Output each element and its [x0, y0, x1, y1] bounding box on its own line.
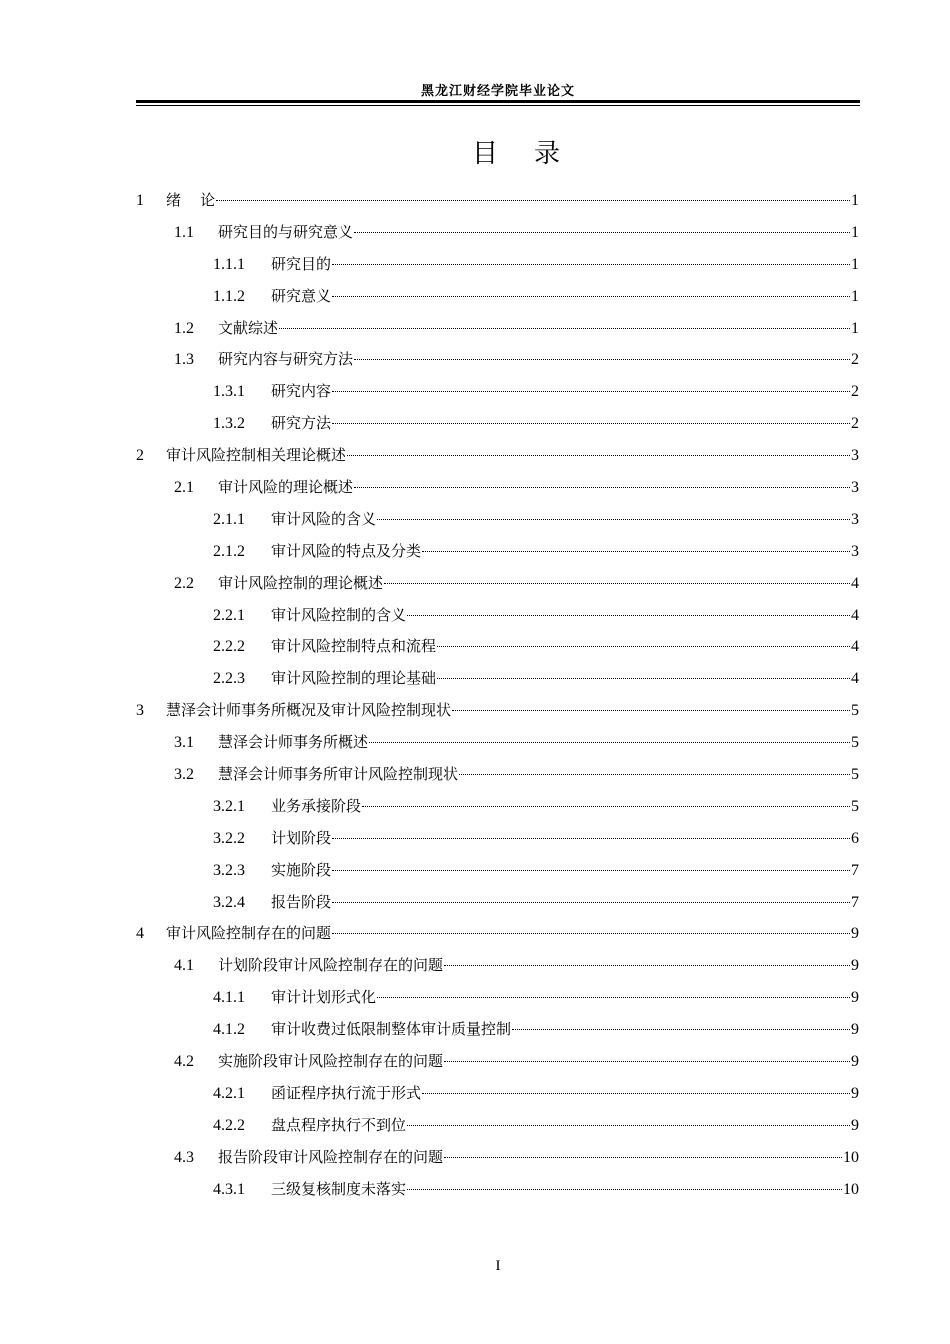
- toc-dot-leader: [437, 678, 850, 679]
- toc-entry[interactable]: [136, 699, 859, 731]
- toc-entry-number: 3: [136, 702, 144, 720]
- toc-entry-number: 4.3.1: [213, 1180, 245, 1198]
- toc-entry-page: 9: [851, 1084, 859, 1102]
- toc-dot-leader: [369, 742, 850, 743]
- toc-entry[interactable]: [136, 572, 859, 604]
- toc-entry[interactable]: [136, 189, 859, 221]
- toc-entry-number: 1.3: [174, 351, 194, 369]
- toc-entry-title: 审计风险控制相关理论概述: [166, 446, 347, 465]
- toc-entry-page: 3: [851, 447, 859, 465]
- toc-entry-page: 9: [851, 1021, 859, 1039]
- toc-dot-leader: [332, 296, 850, 297]
- toc-entry-number: 1.3.1: [213, 383, 245, 401]
- toc-entry-title: 报告阶段审计风险控制存在的问题: [218, 1147, 444, 1166]
- toc-dot-leader: [459, 774, 850, 775]
- toc-dot-leader: [452, 710, 850, 711]
- toc-title: 目录: [471, 139, 596, 169]
- toc-entry-page: 9: [851, 1053, 859, 1071]
- toc-dot-leader: [279, 328, 850, 329]
- toc-entry[interactable]: [136, 667, 859, 699]
- toc-dot-leader: [422, 1093, 850, 1094]
- toc-entry-title: 审计风险控制的理论概述: [218, 573, 384, 592]
- toc-entry-number: 4.2.1: [213, 1084, 245, 1102]
- toc-entry-title: 审计风险控制特点和流程: [271, 637, 437, 656]
- toc-entry-number: 2.1.1: [213, 510, 245, 528]
- toc-entry-number: 3.1: [174, 734, 194, 752]
- toc-entry-number: 4.2: [174, 1053, 194, 1071]
- toc-entry-page: 6: [851, 829, 859, 847]
- toc-entry-page: 2: [851, 383, 859, 401]
- toc-entry-number: 2.1: [174, 479, 194, 497]
- toc-dot-leader: [407, 1189, 842, 1190]
- toc-entry-page: 10: [843, 1180, 859, 1198]
- toc-entry-page: 9: [851, 1116, 859, 1134]
- toc-entry-title: 绪 论: [166, 191, 216, 209]
- toc-dot-leader: [347, 455, 850, 456]
- toc-entry-page: 5: [851, 702, 859, 720]
- toc-entry-number: 4: [136, 925, 144, 943]
- toc-entry[interactable]: [136, 476, 859, 508]
- toc-entry-title: 慧泽会计师事务所审计风险控制现状: [218, 765, 459, 784]
- toc-dot-leader: [354, 487, 850, 488]
- toc-entry-title: 研究方法: [271, 414, 332, 433]
- toc-entry[interactable]: [136, 891, 859, 923]
- toc-dot-leader: [332, 391, 850, 392]
- toc-entry-number: 1: [136, 192, 144, 209]
- running-header: 黑龙江财经学院毕业论文: [420, 84, 575, 99]
- toc-entry-number: 4.2.2: [213, 1116, 245, 1134]
- toc-entry-number: 1.1.1: [213, 255, 245, 273]
- toc-entry-page: 4: [851, 574, 859, 592]
- toc-entry-number: 2.2.1: [213, 606, 245, 624]
- toc-entry[interactable]: [136, 1018, 859, 1050]
- toc-entry-page: 3: [851, 510, 859, 528]
- toc-dot-leader: [332, 933, 850, 934]
- toc-entry-page: 1: [851, 319, 859, 337]
- toc-entry-number: 1.1.2: [213, 287, 245, 305]
- toc-entry-title: 审计计划形式化: [271, 988, 377, 1007]
- toc-entry[interactable]: [136, 285, 859, 317]
- toc-entry[interactable]: [136, 444, 859, 476]
- toc-entry-title: 三级复核制度未落实: [271, 1179, 407, 1198]
- toc-entry-title: 审计风险控制的理论基础: [271, 669, 437, 688]
- toc-entry-title: 文献综述: [218, 318, 279, 337]
- toc-entry-number: 1.3.2: [213, 415, 245, 433]
- toc-entry-page: 10: [843, 1148, 859, 1166]
- toc-entry-page: 3: [851, 542, 859, 560]
- table-of-contents: [136, 189, 859, 1210]
- toc-entry-number: 4.3: [174, 1148, 194, 1166]
- toc-entry-page: 1: [851, 192, 859, 209]
- toc-entry-title: 研究意义: [271, 286, 332, 305]
- toc-entry-title: 研究目的: [271, 254, 332, 273]
- toc-entry-number: 3.2.2: [213, 829, 245, 847]
- toc-entry[interactable]: [136, 1178, 859, 1210]
- toc-entry-page: 2: [851, 351, 859, 369]
- toc-entry-page: 1: [851, 287, 859, 305]
- toc-entry-title: 函证程序执行流于形式: [271, 1083, 422, 1102]
- toc-dot-leader: [354, 232, 850, 233]
- toc-entry-number: 3.2.1: [213, 797, 245, 815]
- toc-entry-title: 审计风险的特点及分类: [271, 541, 422, 560]
- toc-dot-leader: [332, 838, 850, 839]
- toc-dot-leader: [332, 902, 850, 903]
- toc-dot-leader: [422, 551, 850, 552]
- toc-entry-page: 1: [851, 255, 859, 273]
- toc-dot-leader: [354, 359, 850, 360]
- toc-entry-number: 2.2: [174, 574, 194, 592]
- toc-dot-leader: [444, 1157, 842, 1158]
- toc-entry[interactable]: [136, 1082, 859, 1114]
- toc-entry-number: 4.1.2: [213, 1021, 245, 1039]
- toc-entry-page: 9: [851, 989, 859, 1007]
- toc-entry-title: 报告阶段: [271, 892, 332, 911]
- page-number: I: [495, 1258, 501, 1274]
- toc-entry-title: 慧泽会计师事务所概况及审计风险控制现状: [166, 701, 452, 720]
- toc-entry-title: 实施阶段: [271, 860, 332, 879]
- toc-dot-leader: [444, 1061, 850, 1062]
- header-rule-thin: [136, 105, 860, 106]
- toc-entry-page: 5: [851, 797, 859, 815]
- toc-entry-number: 2.1.2: [213, 542, 245, 560]
- toc-entry-number: 3.2.4: [213, 893, 245, 911]
- toc-entry[interactable]: [136, 253, 859, 285]
- toc-entry-number: 1.2: [174, 319, 194, 337]
- toc-entry-title: 审计风险的含义: [271, 509, 377, 528]
- toc-entry[interactable]: [136, 731, 859, 763]
- toc-entry-number: 3.2.3: [213, 861, 245, 879]
- toc-entry[interactable]: [136, 986, 859, 1018]
- toc-entry-number: 4.1: [174, 957, 194, 975]
- toc-entry-title: 计划阶段: [271, 828, 332, 847]
- toc-entry[interactable]: [136, 412, 859, 444]
- toc-entry[interactable]: [136, 540, 859, 572]
- toc-entry[interactable]: [136, 604, 859, 636]
- toc-entry[interactable]: [136, 348, 859, 380]
- toc-entry[interactable]: [136, 859, 859, 891]
- toc-dot-leader: [444, 965, 850, 966]
- toc-entry[interactable]: [136, 954, 859, 986]
- toc-entry-title: 审计风险控制的含义: [271, 605, 407, 624]
- toc-entry[interactable]: [136, 1114, 859, 1146]
- toc-entry-title: 盘点程序执行不到位: [271, 1115, 407, 1134]
- toc-dot-leader: [377, 519, 850, 520]
- toc-entry-title: 计划阶段审计风险控制存在的问题: [218, 956, 444, 975]
- toc-entry-page: 4: [851, 606, 859, 624]
- toc-entry-page: 7: [851, 893, 859, 911]
- toc-entry-title: 审计收费过低限制整体审计质量控制: [271, 1020, 512, 1039]
- toc-entry-number: 3.2: [174, 766, 194, 784]
- toc-entry[interactable]: [136, 827, 859, 859]
- toc-entry[interactable]: [136, 763, 859, 795]
- toc-dot-leader: [437, 646, 850, 647]
- toc-dot-leader: [377, 997, 850, 998]
- header-rule-thick: [136, 100, 860, 103]
- toc-dot-leader: [407, 615, 850, 616]
- toc-entry-number: 2: [136, 447, 144, 465]
- toc-entry[interactable]: [136, 795, 859, 827]
- toc-entry[interactable]: [136, 1050, 859, 1082]
- toc-entry-page: 3: [851, 479, 859, 497]
- toc-entry-number: 4.1.1: [213, 989, 245, 1007]
- toc-entry-title: 慧泽会计师事务所概述: [218, 733, 369, 752]
- toc-entry[interactable]: [136, 922, 859, 954]
- toc-entry-title: 研究内容与研究方法: [218, 350, 354, 369]
- toc-entry-title: 审计风险的理论概述: [218, 478, 354, 497]
- toc-entry-page: 4: [851, 670, 859, 688]
- toc-entry[interactable]: [136, 508, 859, 540]
- toc-entry-number: 2.2.3: [213, 670, 245, 688]
- toc-entry[interactable]: [136, 1146, 859, 1178]
- toc-entry-page: 9: [851, 957, 859, 975]
- toc-entry-title: 审计风险控制存在的问题: [166, 924, 332, 943]
- toc-dot-leader: [512, 1029, 850, 1030]
- toc-dot-leader: [332, 423, 850, 424]
- toc-entry-page: 2: [851, 415, 859, 433]
- toc-entry-number: 2.2.2: [213, 638, 245, 656]
- toc-dot-leader: [332, 870, 850, 871]
- toc-entry[interactable]: [136, 221, 859, 253]
- toc-entry-title: 研究内容: [271, 382, 332, 401]
- toc-entry[interactable]: [136, 380, 859, 412]
- toc-entry-page: 4: [851, 638, 859, 656]
- toc-entry[interactable]: [136, 635, 859, 667]
- toc-dot-leader: [216, 200, 850, 201]
- toc-entry-page: 9: [851, 925, 859, 943]
- toc-entry[interactable]: [136, 317, 859, 349]
- toc-entry-page: 5: [851, 766, 859, 784]
- toc-entry-page: 1: [851, 223, 859, 241]
- toc-dot-leader: [332, 264, 850, 265]
- toc-entry-title: 实施阶段审计风险控制存在的问题: [218, 1052, 444, 1071]
- toc-dot-leader: [407, 1125, 850, 1126]
- toc-entry-number: 1.1: [174, 223, 194, 241]
- toc-entry-title: 研究目的与研究意义: [218, 222, 354, 241]
- toc-entry-page: 5: [851, 734, 859, 752]
- toc-dot-leader: [384, 583, 850, 584]
- toc-dot-leader: [362, 806, 850, 807]
- toc-entry-page: 7: [851, 861, 859, 879]
- toc-entry-title: 业务承接阶段: [271, 796, 362, 815]
